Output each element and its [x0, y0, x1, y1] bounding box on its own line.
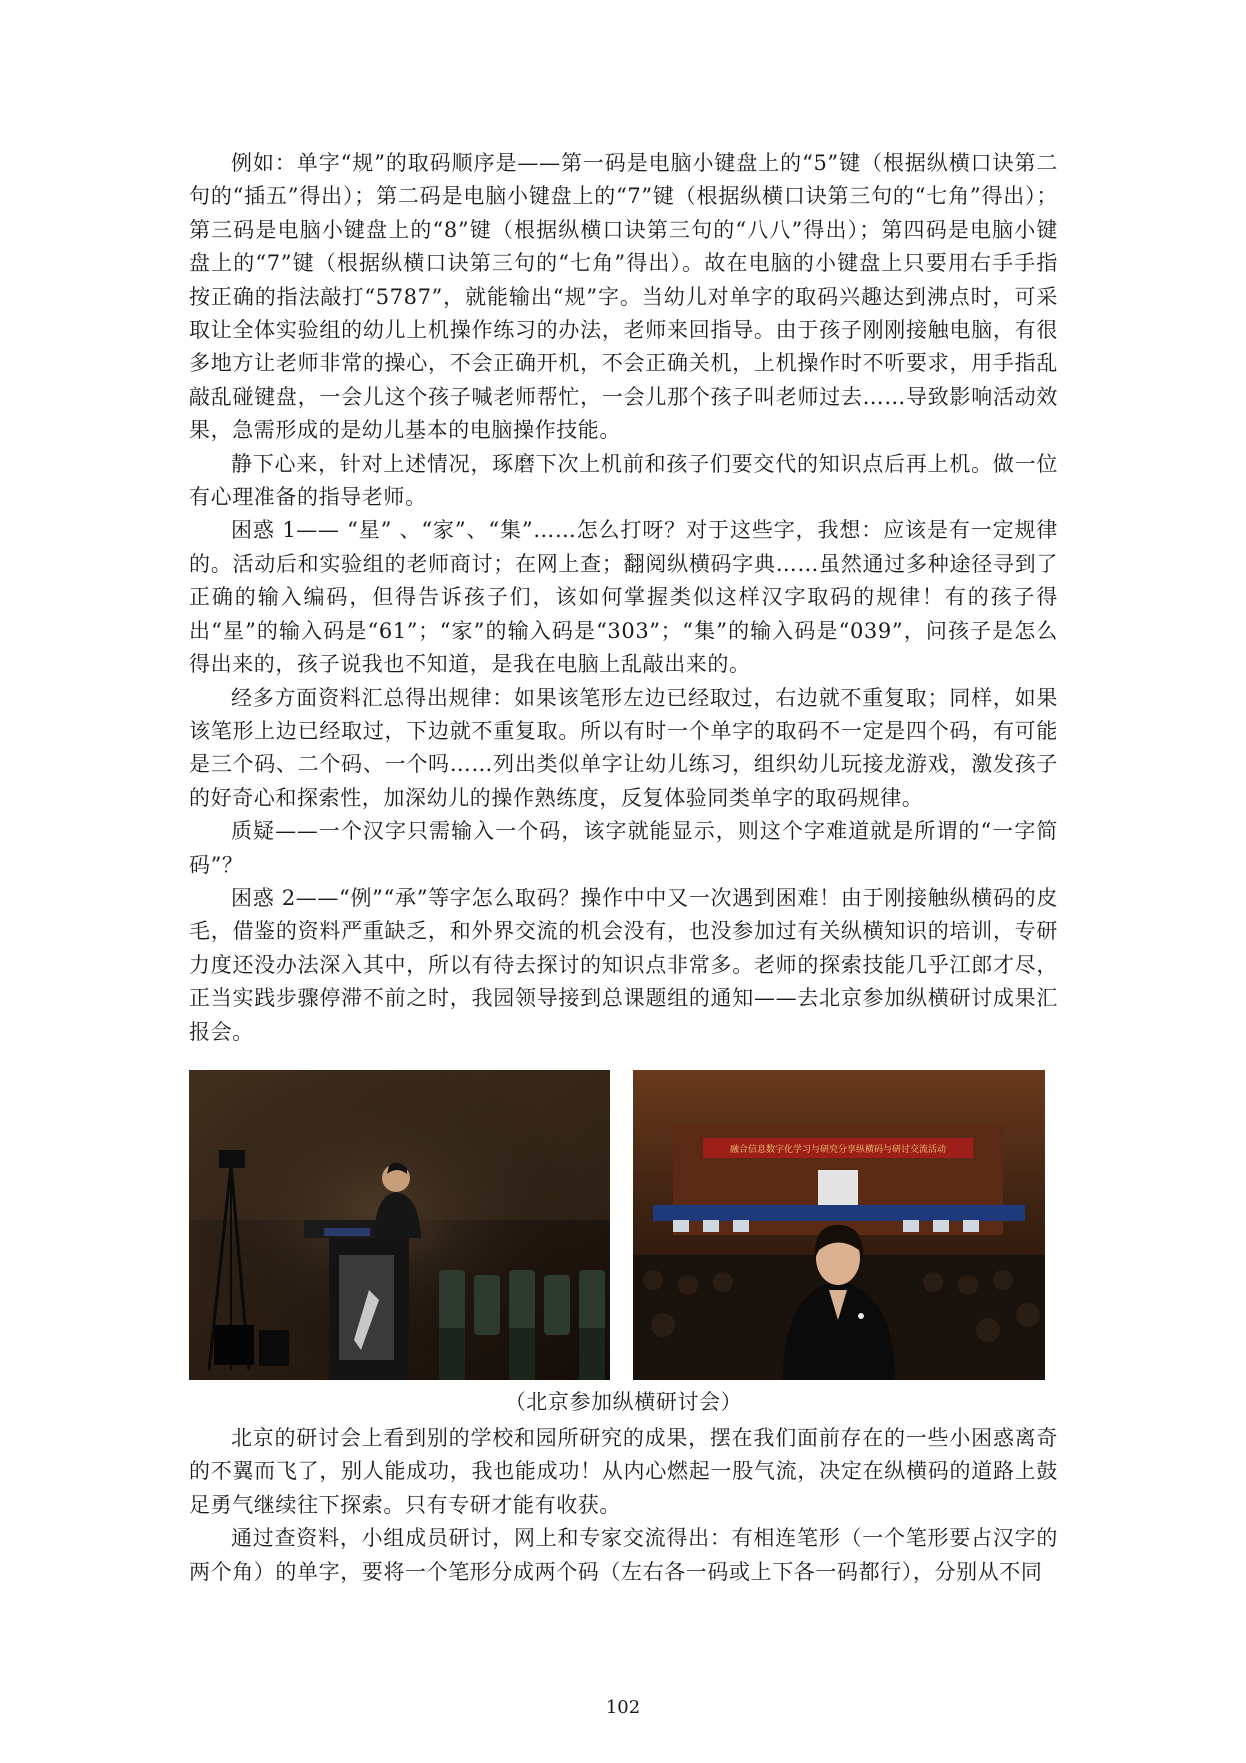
- teacher-in-conference-hall-photo: [633, 1070, 1045, 1380]
- paragraph: 质疑——一个汉字只需输入一个码，该字就能显示，则这个字难道就是所谓的“一字简码”？: [189, 819, 1058, 877]
- speaker-at-podium-photo: [189, 1070, 610, 1380]
- paragraph: 困惑 2——“例”“承”等字怎么取码？操作中中又一次遇到困难！由于刚接触纵横码的皮毛，借鉴的资料严重缺乏，和外界交流的机会没有，也没参加过有关纵横知识的培训，专研力度还没办法深入其中，所以有待去探讨的知识点非常多。老师的探索技能几乎江郎才尽，正当实践步骤停滞不前之时，我园领导接到总课题组的通知——去北京参加纵横研讨成果汇报会。: [189, 885, 1058, 1044]
- body-text-top: [189, 147, 1058, 1049]
- photo-caption: （北京参加纵横研讨会）: [504, 1390, 743, 1414]
- paragraph: 经多方面资料汇总得出规律：如果该笔形左边已经取过，右边就不重复取；同样，如果该笔形上边已经取过，下边就不重复取。所以有时一个单字的取码不一定是四个码，有可能是三个码、二个码、一个吗……列出类似单字让幼儿练习，组织幼儿玩接龙游戏，激发孩子的好奇心和探索性，加深幼儿的操作熟练度，反复体验同类单字的取码规律。: [189, 685, 1058, 810]
- page-number: 102: [605, 1697, 641, 1718]
- paragraph: 静下心来，针对上述情况，琢磨下次上机前和孩子们要交代的知识点后再上机。做一位有心理准备的指导老师。: [189, 451, 1058, 510]
- paragraph: 北京的研讨会上看到别的学校和园所研究的成果，摆在我们面前存在的一些小困惑离奇的不翼而飞了，别人能成功，我也能成功！从内心燃起一股气流，决定在纵横码的道路上鼓足勇气继续往下探索。只有专研才能有收获。: [189, 1426, 1058, 1517]
- paragraph: 通过查资料，小组成员研讨，网上和专家交流得出：有相连笔形（一个笔形要占汉字的两个角）的单字，要将一个笔形分成两个码（左右各一码或上下各一码都行），分别从不同: [189, 1526, 1058, 1584]
- paragraph: 困惑 1—— “星” 、“家”、“集”……怎么打呀？对于这些字，我想：应该是有一定规律的。活动后和实验组的老师商讨；在网上查；翻阅纵横码字典……虽然通过多种途径寻到了正确的输入编码，但得告诉孩子们，该如何掌握类似这样汉字取码的规律！有的孩子得出“星”的输入码是“61”；“家”的输入码是“303”；“集”的输入码是“039”，问孩子是怎么得出来的，孩子说我也不知道，是我在电脑上乱敲出来的。: [189, 518, 1058, 677]
- hall-banner-text: 融合信息数字化学习与研究分享纵横码与研讨交流活动: [729, 1145, 947, 1155]
- body-text-bottom: [189, 1422, 1058, 1589]
- paragraph: 例如：单字“规”的取码顺序是——第一码是电脑小键盘上的“5”键（根据纵横口诀第二句的“插五”得出）；第二码是电脑小键盘上的“7”键（根据纵横口诀第三句的“七角”得出）；第三码是电脑小键盘上的“8”键（根据纵横口诀第三句的“八八”得出）；第四码是电脑小键盘上的“7”键（根据纵横口诀第三句的“七角”得出）。故在电脑的小键盘上只要用右手手指按正确的指法敲打“5787”，就能输出“规”字。当幼儿对单字的取码兴趣达到沸点时，可采取让全体实验组的幼儿上机操作练习的办法，老师来回指导。由于孩子刚刚接触电脑，有很多地方让老师非常的操心，不会正确开机，不会正确关机，上机操作时不听要求，用手指乱敲乱碰键盘，一会儿这个孩子喊老师帮忙，一会儿那个孩子叫老师过去……导致影响活动效果，急需形成的是幼儿基本的电脑操作技能。: [189, 151, 1058, 443]
